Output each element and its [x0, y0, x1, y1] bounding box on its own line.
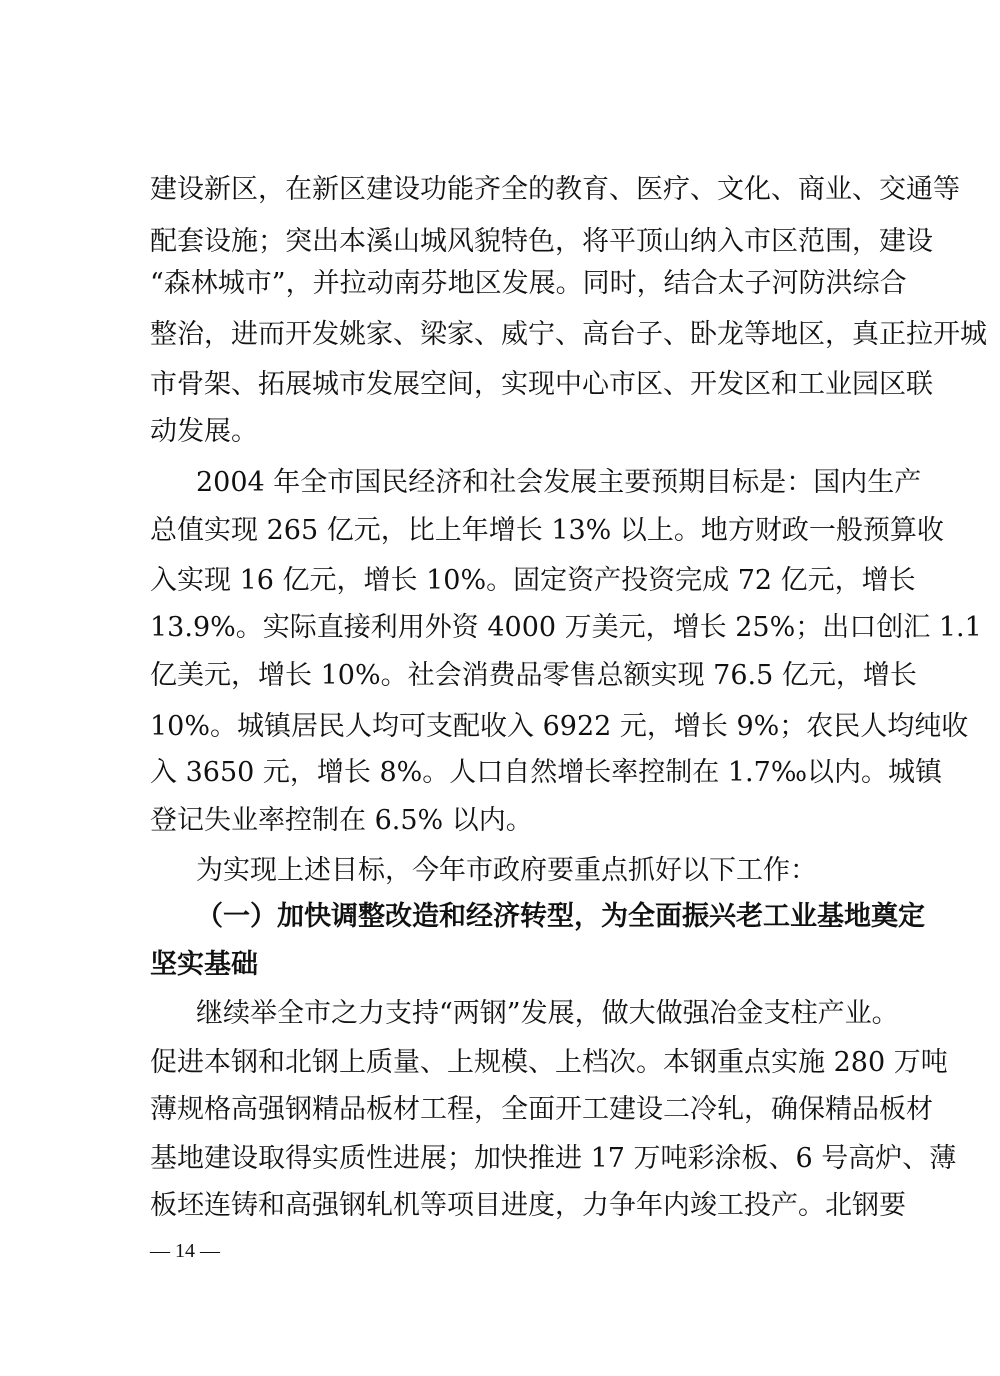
text-line: 建设新区，在新区建设功能齐全的教育、医疗、文化、商业、交通等: [150, 174, 960, 205]
paragraph-first-line: 2004 年全市国民经济和社会发展主要预期目标是：国内生产: [196, 467, 922, 498]
text-line: 总值实现 265 亿元，比上年增长 13% 以上。地方财政一般预算收: [150, 515, 944, 546]
text-line: “森林城市”，并拉动南芬地区发展。同时，结合太子河防洪综合: [150, 268, 907, 299]
paragraph-first-line: 继续举全市之力支持“两钢”发展，做大做强冶金支柱产业。: [196, 998, 899, 1029]
text-line: 入 3650 元，增长 8%。人口自然增长率控制在 1.7‰以内。城镇: [150, 757, 943, 788]
paragraph-first-line: 为实现上述目标，今年市政府要重点抓好以下工作：: [196, 855, 817, 886]
text-line: 动发展。: [150, 416, 258, 447]
section-heading: （一）加快调整改造和经济转型，为全面振兴老工业基地奠定: [196, 901, 925, 932]
section-heading-continuation: 坚实基础: [150, 949, 258, 980]
text-line: 13.9%。实际直接利用外资 4000 万美元，增长 25%；出口创汇 1.1: [150, 612, 982, 643]
page-number: — 14 —: [150, 1240, 220, 1262]
text-line: 配套设施；突出本溪山城风貌特色，将平顶山纳入市区范围，建设: [150, 226, 933, 257]
text-line: 登记失业率控制在 6.5% 以内。: [150, 805, 533, 836]
text-line: 10%。城镇居民人均可支配收入 6922 元，增长 9%；农民人均纯收: [150, 711, 969, 742]
text-line: 薄规格高强钢精品板材工程，全面开工建设二冷轧，确保精品板材: [150, 1094, 933, 1125]
text-line: 亿美元，增长 10%。社会消费品零售总额实现 76.5 亿元，增长: [150, 660, 917, 691]
text-line: 入实现 16 亿元，增长 10%。固定资产投资完成 72 亿元，增长: [150, 565, 916, 596]
text-line: 板坯连铸和高强钢轧机等项目进度，力争年内竣工投产。北钢要: [150, 1190, 906, 1221]
text-line: 基地建设取得实质性进展；加快推进 17 万吨彩涂板、6 号高炉、薄: [150, 1143, 957, 1174]
text-line: 促进本钢和北钢上质量、上规模、上档次。本钢重点实施 280 万吨: [150, 1047, 948, 1078]
text-line: 市骨架、拓展城市发展空间，实现中心市区、开发区和工业园区联: [150, 369, 933, 400]
text-line: 整治，进而开发姚家、梁家、威宁、高台子、卧龙等地区，真正拉开城: [150, 319, 987, 350]
